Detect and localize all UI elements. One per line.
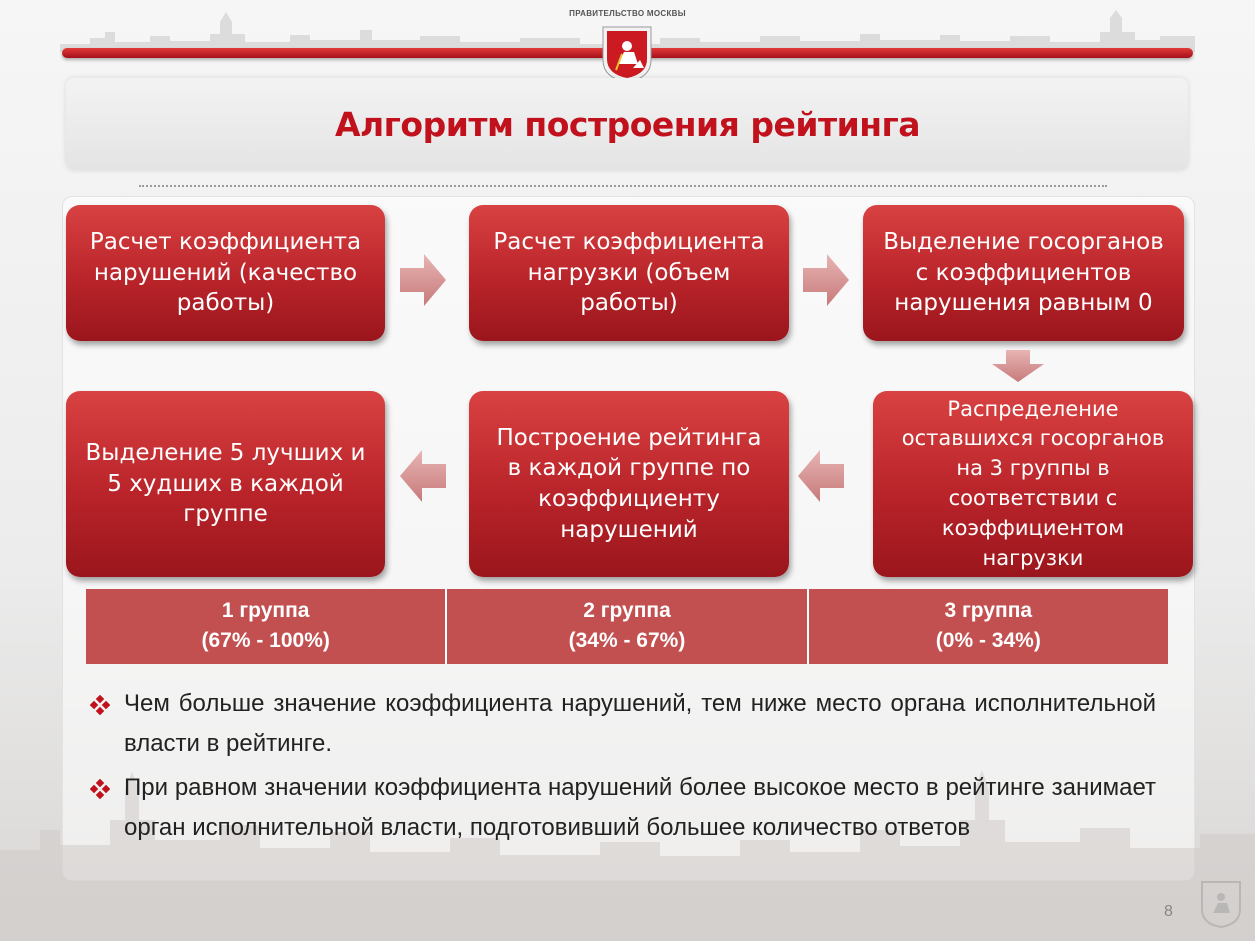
groups-table (86, 589, 1168, 664)
group-cell (447, 589, 806, 664)
dotted-divider (139, 185, 1107, 187)
flow-step-text-line: группе (183, 501, 268, 528)
flow-step-best-worst-selection (66, 391, 385, 577)
notes-list (90, 684, 1156, 852)
flow-step-text-line: Выделение 5 лучших и (85, 440, 366, 467)
diamond-bullet-icon (90, 779, 110, 799)
organization-name: ПРАВИТЕЛЬСТВО МОСКВЫ (569, 9, 686, 18)
flow-step-text-line: Расчет коэффициента (89, 229, 362, 256)
flow-step-rating-construction (469, 391, 789, 577)
group-range: (34% - 67%) (568, 629, 686, 652)
note-item (90, 768, 1156, 848)
diamond-bullet-icon (90, 695, 110, 715)
flow-step-text-line: Выделение госорганов (883, 229, 1164, 256)
group-cell (809, 589, 1168, 664)
flow-step-text-line: коэффициентом (941, 515, 1125, 540)
arrow-left-icon (796, 448, 846, 504)
group-range: (0% - 34%) (935, 629, 1041, 652)
flow-step-text-line: нагрузки (982, 545, 1084, 570)
flow-step-text-line: с коэффициентов (915, 259, 1132, 286)
flow-step-text-line: 5 худших в каждой (107, 470, 344, 497)
flow-step-text-line: Расчет коэффициента (493, 229, 765, 256)
flow-step-text-line: коэффициенту (538, 486, 720, 512)
flow-step-text-line: работы) (176, 290, 275, 317)
arrow-right-icon (398, 252, 448, 308)
page-number: 8 (1164, 903, 1173, 920)
flow-step-text-line: оставшихся госорганов (901, 426, 1165, 451)
flow-step-text-line: на 3 группы в (956, 456, 1110, 481)
flow-step-zero-violation-selection (863, 205, 1184, 341)
moscow-coat-of-arms-icon (600, 24, 654, 84)
flow-step-text-line: соответствии с (948, 486, 1118, 510)
note-text: Чем больше значение коэффициента нарушений, тем ниже место органа исполнительной власти в рейтинге. (124, 690, 1156, 757)
group-name: 2 группа (583, 599, 671, 622)
flow-step-text-line: нарушений (качество (93, 259, 358, 286)
flow-step-group-distribution (873, 391, 1193, 577)
page-title: Алгоритм построения рейтинга (334, 105, 921, 144)
moscow-coat-of-arms-watermark-icon (1199, 879, 1243, 929)
flow-step-text-line: Распределение (947, 396, 1119, 421)
flow-step-text-line: нарушения равным 0 (894, 290, 1153, 317)
flow-step-text-line: Построение рейтинга (496, 424, 762, 451)
group-range: (67% - 100%) (201, 629, 330, 652)
flow-step-text-line: в каждой группе по (507, 455, 751, 482)
flow-step-text-line: работы) (580, 290, 678, 317)
flow-step-violation-coefficient (66, 205, 385, 341)
note-item (90, 684, 1156, 764)
flow-step-text-line: нарушений (560, 516, 698, 543)
flow-step-load-coefficient (469, 205, 789, 341)
group-name: 1 группа (221, 599, 310, 622)
note-text: При равном значении коэффициента нарушений более высокое место в рейтинге занимает орган исполнительной власти, подготовивший большее количество ответов (124, 774, 1156, 841)
arrow-left-icon (398, 448, 448, 504)
arrow-down-icon (990, 348, 1046, 384)
group-cell (86, 589, 445, 664)
flow-step-text-line: нагрузки (объем (527, 259, 731, 286)
arrow-right-icon (801, 252, 851, 308)
group-name: 3 группа (944, 599, 1033, 622)
